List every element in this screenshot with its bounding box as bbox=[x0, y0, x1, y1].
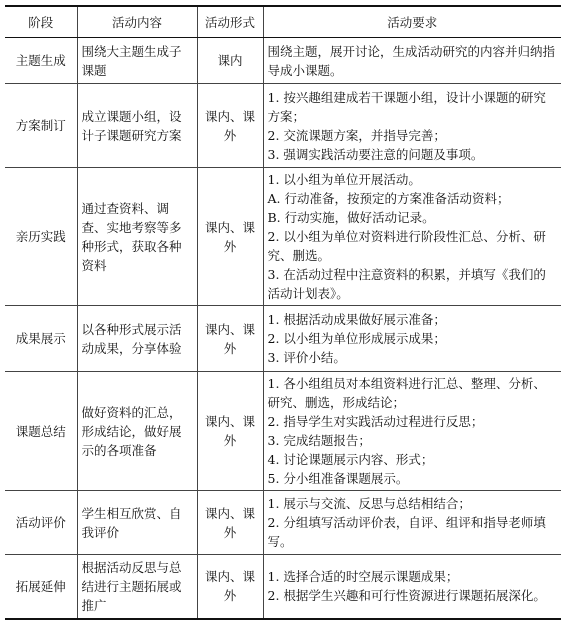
form-cell: 课内、课外 bbox=[197, 306, 263, 372]
requirement-line: 2. 分组填写活动评价表，自评、组评和指导老师填写。 bbox=[267, 515, 546, 549]
requirement-line: 3. 评价小结。 bbox=[267, 350, 346, 365]
header-stage: 阶段 bbox=[5, 6, 77, 38]
requirement-line: 4. 讨论课题展示内容、形式； bbox=[267, 452, 434, 467]
requirement-line: 2. 以小组为单位形成展示成果； bbox=[267, 331, 446, 346]
requirement-line: B. 行动实施，做好活动记录。 bbox=[267, 210, 435, 225]
table-row bbox=[5, 491, 561, 555]
activity-plan-table bbox=[5, 5, 561, 620]
form-cell: 课内、课外 bbox=[197, 372, 263, 491]
requirement-line: 1. 选择合适的时空展示课题成果； bbox=[267, 569, 459, 585]
form-cell: 课内 bbox=[197, 38, 263, 84]
requirement-line: 3. 在活动过程中注意资料的积累，并填写《我们的活动计划表》。 bbox=[267, 267, 546, 301]
table-row bbox=[5, 168, 561, 306]
requirement-line: 1. 以小组为单位开展活动。 bbox=[267, 172, 421, 187]
requirement-line: 1. 各小组组员对本组资料进行汇总、整理、分析、研究、删选，形成结论； bbox=[267, 376, 546, 410]
header-form: 活动形式 bbox=[197, 6, 263, 38]
requirements-cell bbox=[263, 306, 561, 372]
header-requirements: 活动要求 bbox=[263, 6, 561, 38]
content-cell: 做好资料的汇总，形成结论，做好展示的各项准备 bbox=[77, 372, 197, 491]
requirement-line: 1. 按兴趣组建成若干课题小组，设计小课题的研究方案； bbox=[267, 89, 546, 124]
form-cell: 课内、课外 bbox=[197, 491, 263, 555]
stage-cell: 亲历实践 bbox=[5, 168, 77, 306]
form-cell: 课内、课外 bbox=[197, 168, 263, 306]
content-cell: 围绕大主题生成子课题 bbox=[77, 38, 197, 84]
content-cell: 成立课题小组，设计子课题研究方案 bbox=[77, 84, 197, 168]
requirement-line: 1. 根据活动成果做好展示准备； bbox=[267, 312, 446, 327]
stage-cell: 方案制订 bbox=[5, 84, 77, 168]
stage-cell: 拓展延伸 bbox=[5, 555, 77, 619]
requirement-line: 2. 指导学生对实践活动过程进行反思； bbox=[267, 414, 484, 429]
requirements-cell bbox=[263, 168, 561, 306]
requirement-line: 围绕主题，展开讨论，生成活动研究的内容并归纳指导成小课题。 bbox=[267, 43, 556, 78]
content-cell: 以各种形式展示活动成果，分享体验 bbox=[77, 306, 197, 372]
stage-cell: 活动评价 bbox=[5, 491, 77, 555]
table-row bbox=[5, 306, 561, 372]
requirement-line: 2. 交流课题方案，并指导完善； bbox=[267, 127, 446, 143]
table-row bbox=[5, 84, 561, 168]
table-row bbox=[5, 38, 561, 84]
requirements-cell bbox=[263, 84, 561, 168]
requirement-line: 3. 强调实践活动要注意的问题及事项。 bbox=[267, 146, 484, 162]
table-row bbox=[5, 555, 561, 619]
requirement-line: 2. 根据学生兴趣和可行性资源进行课题拓展深化。 bbox=[267, 588, 546, 604]
requirements-cell bbox=[263, 555, 561, 619]
header-row bbox=[5, 6, 561, 38]
content-cell: 学生相互欣赏、自我评价 bbox=[77, 491, 197, 555]
stage-cell: 课题总结 bbox=[5, 372, 77, 491]
header-content: 活动内容 bbox=[77, 6, 197, 38]
table-header bbox=[5, 6, 561, 38]
requirement-line: 1. 展示与交流、反思与总结相结合； bbox=[267, 496, 471, 511]
table-body bbox=[5, 38, 561, 619]
table-row bbox=[5, 372, 561, 491]
stage-cell: 主题生成 bbox=[5, 38, 77, 84]
requirements-cell bbox=[263, 38, 561, 84]
requirements-cell bbox=[263, 372, 561, 491]
requirement-line: 3. 完成结题报告； bbox=[267, 433, 371, 448]
stage-cell: 成果展示 bbox=[5, 306, 77, 372]
form-cell: 课内、课外 bbox=[197, 84, 263, 168]
form-cell: 课内、课外 bbox=[197, 555, 263, 619]
requirement-line: A. 行动准备，按预定的方案准备活动资料； bbox=[267, 191, 510, 206]
requirement-line: 5. 分小组准备课题展示。 bbox=[267, 471, 409, 486]
requirements-cell bbox=[263, 491, 561, 555]
content-cell: 通过查资料、调查、实地考察等多种形式，获取各种资料 bbox=[77, 168, 197, 306]
content-cell: 根据活动反思与总结进行主题拓展或推广 bbox=[77, 555, 197, 619]
requirement-line: 2. 以小组为单位对资料进行阶段性汇总、分析、研究、删选。 bbox=[267, 229, 546, 263]
